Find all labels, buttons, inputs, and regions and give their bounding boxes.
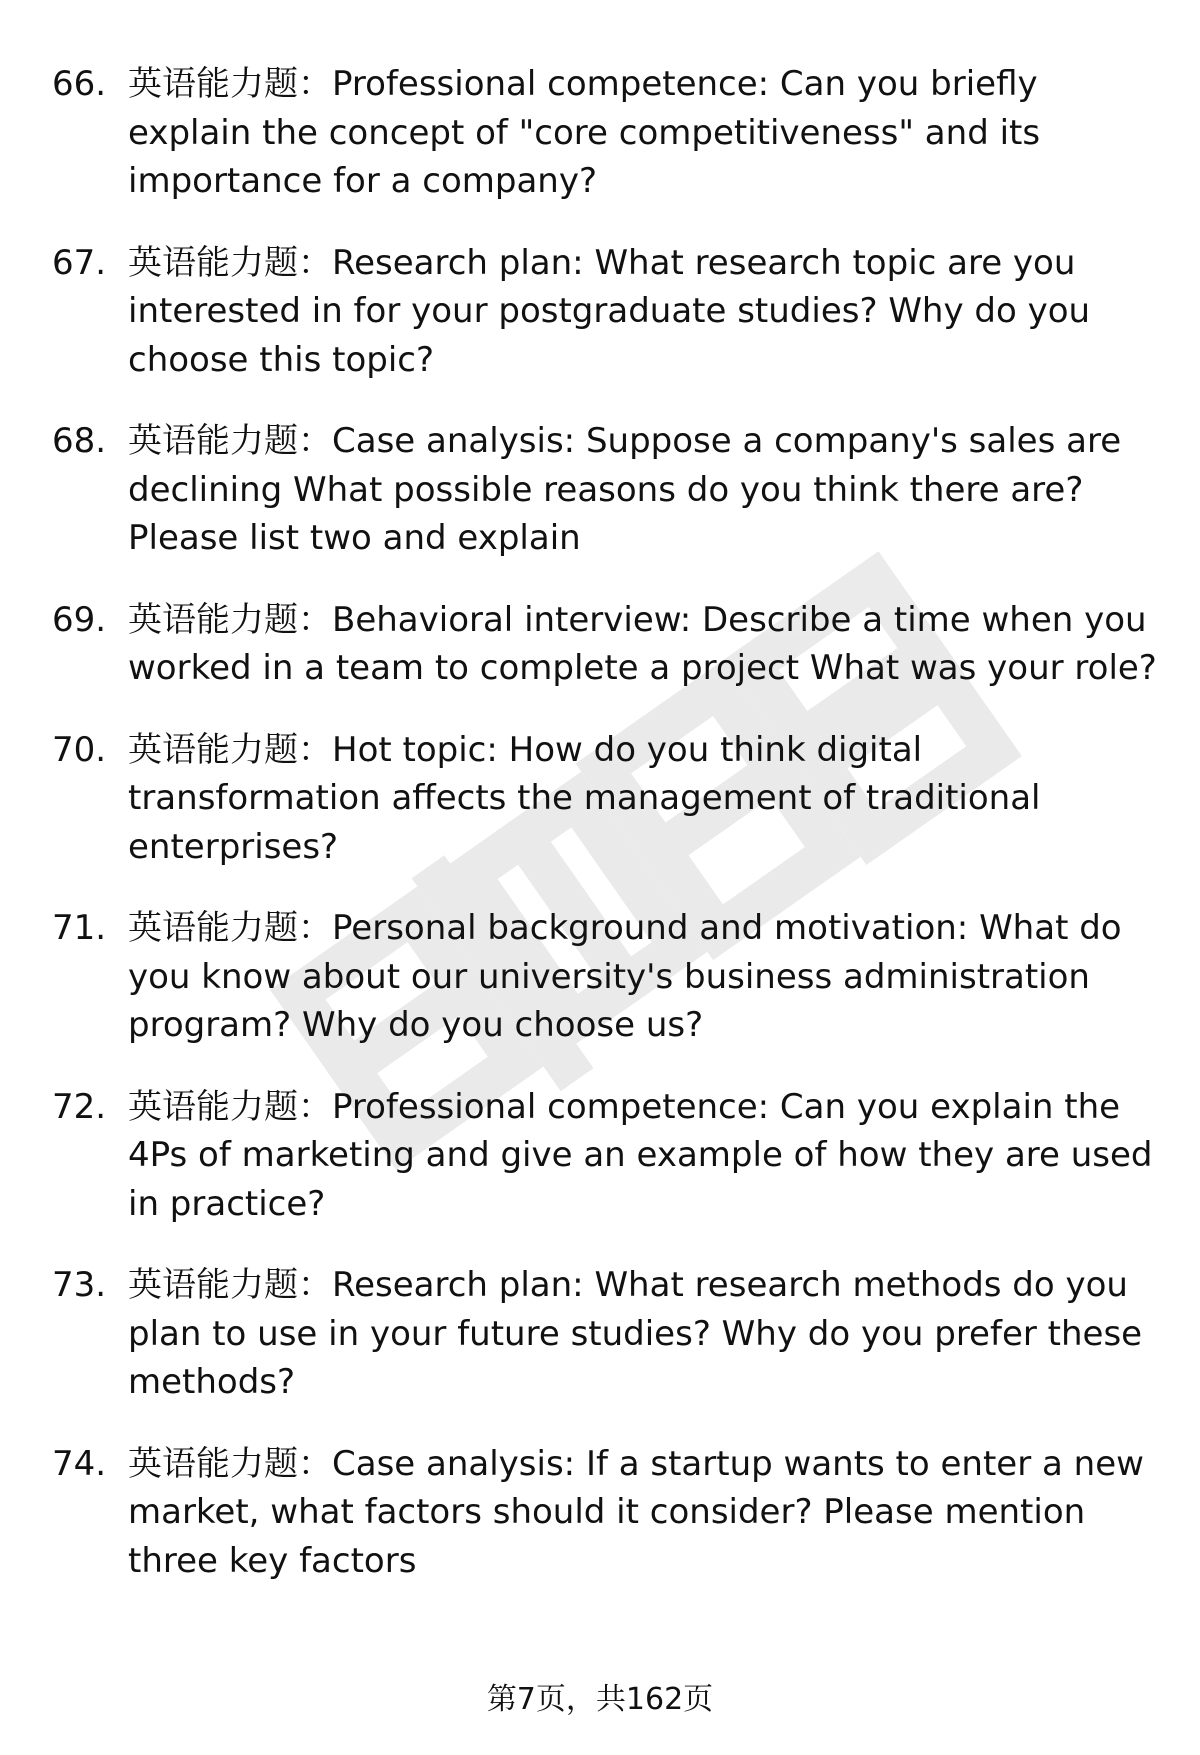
question-number: 66. <box>52 64 107 104</box>
question-number: 73. <box>52 1265 107 1305</box>
question-item <box>52 726 1162 872</box>
question-text: Professional competence: Can you explain the 4Ps of marketing and give an example of how they are used in practice? <box>128 1086 1153 1224</box>
question-label: 英语能力题： <box>128 421 332 461</box>
question-text: Research plan: What research methods do you plan to use in your future studies? Why do you prefer these methods? <box>128 1265 1143 1402</box>
question-label: 英语能力题： <box>128 908 332 948</box>
question-item <box>52 1261 1162 1407</box>
question-item <box>52 904 1162 1050</box>
question-number: 69. <box>52 599 107 640</box>
question-body <box>128 904 1162 1050</box>
question-text: Personal background and motivation: What do you know about our university's business administration program? Why do you choose us? <box>128 908 1122 1045</box>
question-label: 英语能力题： <box>128 242 332 283</box>
question-body <box>128 1083 1162 1229</box>
question-number: 70. <box>52 729 107 770</box>
question-number: 74. <box>52 1443 107 1484</box>
question-body <box>128 596 1162 693</box>
question-body <box>128 239 1162 385</box>
question-label: 英语能力题： <box>128 599 332 640</box>
question-text: Case analysis: If a startup wants to enter a new market, what factors should it consider? Please mention three key factors <box>128 1443 1144 1581</box>
question-body <box>128 1440 1162 1586</box>
question-number: 68. <box>52 421 107 461</box>
page-number-footer: 第7页，共162页 <box>486 1682 714 1717</box>
question-body <box>128 1261 1162 1407</box>
question-item <box>52 239 1162 385</box>
question-text: Behavioral interview: Describe a time when you worked in a team to complete a project What was your role? <box>128 599 1157 688</box>
question-body <box>128 60 1162 206</box>
question-label: 英语能力题： <box>128 729 332 770</box>
question-label: 英语能力题： <box>128 1265 332 1305</box>
question-item <box>52 596 1162 693</box>
question-number: 72. <box>52 1086 107 1127</box>
question-item <box>52 1440 1162 1586</box>
question-text: Research plan: What research topic are you interested in for your postgraduate studies? Why do you choose this topic? <box>128 242 1091 380</box>
question-text: Professional competence: Can you briefly explain the concept of "core competitiveness" and its importance for a company? <box>128 64 1041 201</box>
question-text: Case analysis: Suppose a company's sales are declining What possible reasons do you think there are? Please list two and explain <box>128 421 1122 558</box>
question-label: 英语能力题： <box>128 1086 332 1127</box>
question-body <box>128 726 1162 872</box>
question-number: 71. <box>52 908 107 948</box>
question-label: 英语能力题： <box>128 64 332 104</box>
question-text: Hot topic: How do you think digital transformation affects the management of traditional enterprises? <box>128 729 1041 867</box>
question-body <box>128 417 1162 563</box>
question-label: 英语能力题： <box>128 1443 332 1484</box>
question-list <box>52 60 1162 1618</box>
question-item <box>52 417 1162 563</box>
question-item <box>52 1083 1162 1229</box>
question-number: 67. <box>52 242 107 283</box>
question-item <box>52 60 1162 206</box>
